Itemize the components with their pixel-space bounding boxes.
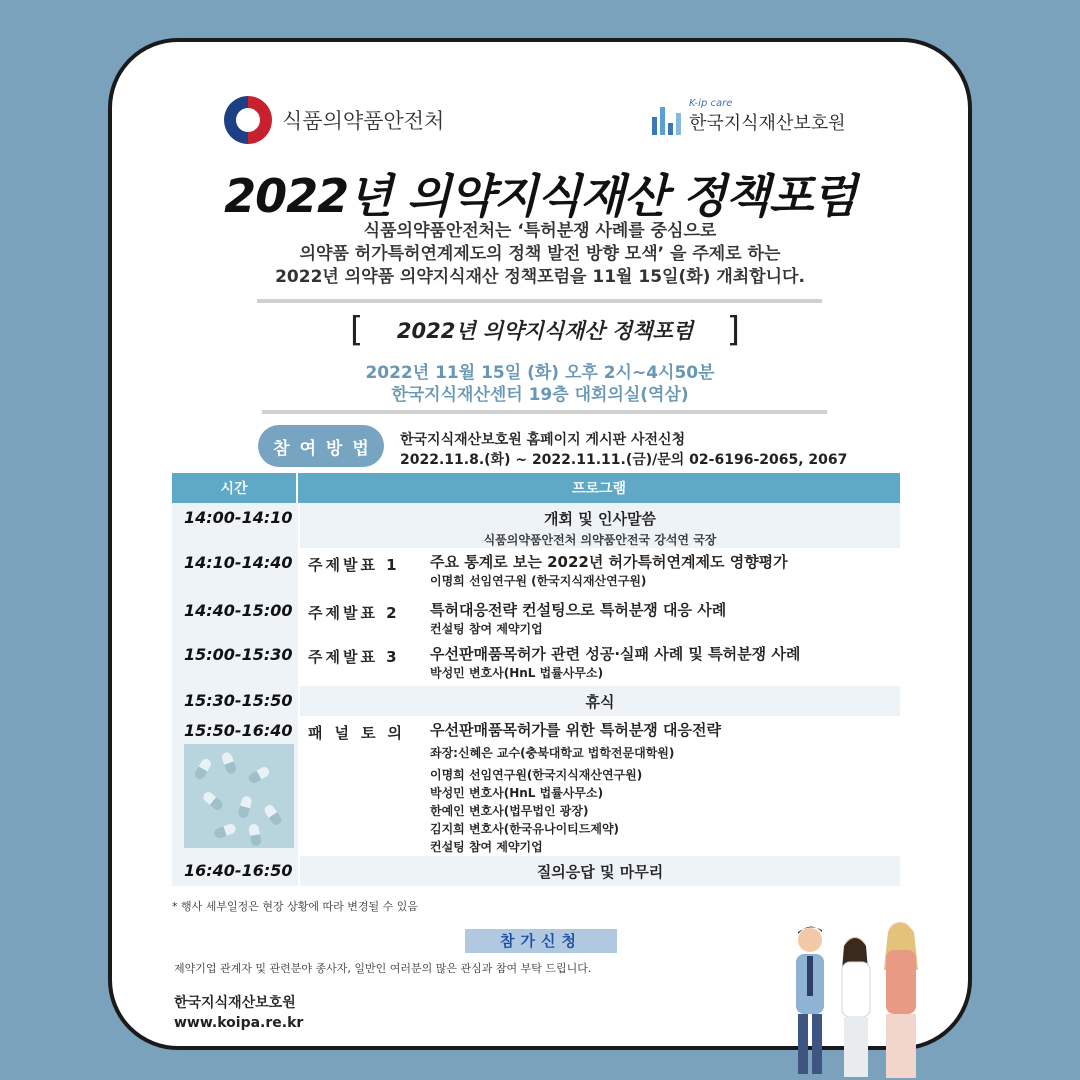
registration-label: 참여방법 (258, 425, 384, 467)
row-title: 우선판매품목허가를 위한 특허분쟁 대응전략 (430, 721, 721, 739)
intro-text (0, 220, 1080, 289)
panel-member: 이명희 선임연구원(한국지식재산연구원) (430, 768, 643, 782)
schedule-note: * 행사 세부일정은 현장 상황에 따라 변경될 수 있음 (172, 900, 418, 913)
row-detail: 식품의약품안전처 의약품안전국 강석연 국장 (483, 533, 717, 547)
header-program: 프로그램 (298, 473, 900, 503)
event-info (0, 362, 1080, 406)
bracket-close: ] (726, 310, 740, 350)
footer-url[interactable]: www.koipa.re.kr (174, 1015, 304, 1031)
row-time: 14:10-14:40 (172, 548, 298, 596)
row-title: 우선판매품목허가 관련 성공·실패 사례 및 특허분쟁 사례 (430, 645, 801, 663)
row-title: 질의응답 및 마무리 (298, 856, 900, 886)
table-row (172, 640, 900, 686)
people-illustration (770, 910, 940, 1080)
intro-line: 의약품 허가특허연계제도의 정책 발전 방향 모색’ 을 주제로 하는 (299, 244, 781, 264)
table-row (172, 686, 900, 716)
row-detail: 박성민 변호사(HnL 법률사무소) (430, 666, 604, 680)
row-title: 특허대응전략 컨설팅으로 특허분쟁 대응 사례 (430, 601, 727, 619)
table-row (172, 548, 900, 596)
row-label: 주제발표 1 (308, 556, 400, 574)
sub-title-text: 2022년 의약지식재산 정책포럼 (396, 319, 694, 343)
panel-member: 한예인 변호사(법무법인 광장) (430, 804, 589, 818)
row-time: 16:40-16:50 (184, 861, 293, 880)
event-venue: 한국지식재산센터 19층 대회의실(역삼) (391, 385, 689, 405)
row-time: 14:40-15:00 (172, 596, 298, 640)
event-datetime: 2022년 11월 15일 (화) 오후 2시~4시50분 (365, 363, 715, 383)
capsules-image (184, 744, 294, 848)
row-time: 15:50-16:40 (184, 721, 293, 740)
kip-subtitle: K-ip care (689, 98, 733, 109)
registration-line: 한국지식재산보호원 홈페이지 게시판 사전신청 (400, 432, 686, 448)
kip-bars-icon (652, 105, 681, 135)
apply-description: 제약기업 관계자 및 관련분야 종사자, 일반인 여러분의 많은 관심과 참여 부탁 드립니다. (174, 962, 592, 975)
footer (174, 993, 303, 1033)
table-row (172, 503, 900, 548)
row-detail: 이명희 선임연구원 (한국지식재산연구원) (430, 574, 647, 588)
row-time: 15:00-15:30 (172, 640, 298, 686)
bracket-open: [ (350, 310, 364, 350)
table-row (172, 596, 900, 640)
page-title: 2022년 의약지식재산 정책포럼 (224, 169, 856, 223)
panel-member: 좌장:신혜은 교수(충북대학교 법학전문대학원) (430, 746, 675, 760)
divider (262, 410, 827, 414)
row-label: 주제발표 3 (308, 648, 400, 666)
row-time: 15:30-15:50 (184, 691, 293, 710)
registration-info (400, 430, 847, 470)
schedule-table (172, 473, 900, 886)
row-title: 주요 통계로 보는 2022년 허가특허연계제도 영향평가 (430, 553, 788, 571)
koipa-logo (652, 98, 846, 135)
mfds-logo (224, 96, 444, 144)
panel-member: 컨설팅 참여 제약기업 (430, 840, 543, 854)
row-detail: 컨설팅 참여 제약기업 (430, 622, 543, 636)
intro-line: 2022년 의약품 의약지식재산 정책포럼을 11월 15일(화) 개최합니다. (275, 267, 805, 287)
divider (257, 299, 822, 303)
row-title: 개회 및 인사말씀 (544, 510, 656, 528)
table-row (172, 856, 900, 886)
row-time: 14:00-14:10 (184, 508, 293, 527)
row-label: 패널토의 (308, 724, 414, 742)
row-label: 주제발표 2 (308, 604, 400, 622)
table-row (172, 716, 900, 856)
panel-member: 박성민 변호사(HnL 법률사무소) (430, 786, 604, 800)
footer-org: 한국지식재산보호원 (174, 995, 296, 1011)
header-time: 시간 (172, 473, 298, 503)
koipa-name: 한국지식재산보호원 (689, 113, 846, 134)
mfds-name: 식품의약품안전처 (282, 109, 445, 133)
sub-title (350, 310, 740, 350)
row-title: 휴식 (298, 686, 900, 716)
panel-member: 김지희 변호사(한국유나이티드제약) (430, 822, 620, 836)
intro-line: 식품의약품안전처는 ‘특허분쟁 사례를 중심으로 (363, 221, 717, 241)
mfds-emblem-icon (224, 96, 272, 144)
apply-button[interactable]: 참가신청 (465, 929, 617, 953)
registration-line: 2022.11.8.(화) ~ 2022.11.11.(금)/문의 02-6196-2065, 2067 (400, 452, 848, 468)
